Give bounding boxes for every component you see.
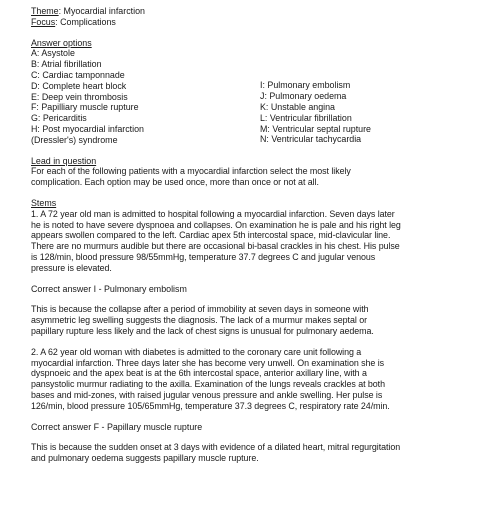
option-m: M: Ventricular septal rupture [260, 123, 371, 134]
explanation-1-line: papillary rupture less likely and the lack of chest signs is unusual for pulmonary aedema. [31, 325, 374, 336]
lead-in-line: For each of the following patients with a myocardial infarction select the most likely [31, 166, 351, 177]
lead-in-text [31, 166, 493, 188]
stem-1-line: appears swollen compared to the left. Cardiac apex 5th intercostal space, mid-clavicular line. [31, 230, 391, 241]
explanation-2-line: This is because the sudden onset at 3 days with evidence of a dilated heart, mitral regurgitation [31, 442, 401, 453]
option-n: N: Ventricular tachycardia [260, 134, 362, 145]
focus-line [31, 17, 493, 28]
option-k: K: Unstable angina [260, 101, 335, 112]
correct-answer-2: Correct answer F - Papillary muscle rupture [31, 421, 203, 432]
option-a: A: Asystole [31, 48, 75, 59]
explanation-2 [31, 442, 493, 464]
explanation-1-line: asymmetric leg swelling suggests the diagnosis. The lack of a murmur makes septal or [31, 315, 367, 326]
correct-answer-1: Correct answer I - Pulmonary embolism [31, 283, 187, 294]
stem-2-line: myocardial infarction. Three days later she has become very unwell. On examination she is [31, 357, 385, 368]
option-l: L: Ventricular fibrillation [260, 112, 352, 123]
answer-options-heading: Answer options [31, 37, 92, 48]
option-h-continued: (Dressler's) syndrome [31, 134, 118, 145]
option-j: J: Pulmonary oedema [260, 91, 347, 102]
stem-2-line: bases and mid-zones, with raised jugular venous pressure and ankle swelling. Her pulse is [31, 389, 383, 400]
answer-options-right-column [260, 48, 371, 145]
stem-1-line: pressure is elevated. [31, 262, 112, 273]
explanation-1-line: This is because the collapse after a period of immobility at seven days in someone with [31, 304, 369, 315]
stem-2-line: pansystolic murmur radiating to the axilla. Examination of the lungs reveals crackles at both [31, 379, 385, 390]
option-e: E: Deep vein thrombosis [31, 91, 128, 102]
option-i: I: Pulmonary embolism [260, 80, 351, 91]
stem-2-line: 126/min, blood pressure 105/65mmHg, temperature 37.3 degrees C, respiratory rate 24/min. [31, 400, 390, 411]
theme-value: : Myocardial infarction [58, 6, 145, 16]
stem-2-line: 2. A 62 year old woman with diabetes is admitted to the coronary care unit following a [31, 346, 362, 357]
lead-in-heading: Lead in question [31, 155, 97, 166]
stems-heading: Stems [31, 197, 57, 208]
explanation-1 [31, 304, 493, 336]
option-b: B: Atrial fibrillation [31, 59, 102, 70]
focus-label: Focus [31, 16, 56, 27]
option-d: D: Complete heart block [31, 80, 127, 91]
stem-2 [31, 347, 493, 412]
theme-line [31, 6, 493, 17]
option-h: H: Post myocardial infarction [31, 123, 144, 134]
stem-1-line: is 128/min, blood pressure 98/55mmHg, temperature 37.7 degrees C and jugular venous [31, 251, 376, 262]
stem-1 [31, 209, 493, 274]
option-f: F: Papilliary muscle rupture [31, 102, 139, 113]
explanation-2-line: and pulmonary oedema suggests papillary muscle rupture. [31, 453, 259, 464]
focus-value: : Complications [55, 16, 116, 27]
lead-in-line: complication. Each option may be used once, more than once or not at all. [31, 177, 319, 188]
option-g: G: Pericarditis [31, 113, 87, 124]
option-c: C: Cardiac tamponnade [31, 69, 125, 80]
theme-label: Theme [31, 6, 59, 16]
answer-options-left-column [31, 48, 260, 145]
stem-1-line: he is noted to have severe dyspnoea and collapses. On examination he is pale and his right leg [31, 219, 401, 230]
stem-2-line: dyspnoeic and the apex beat is at the 6th intercostal space, anterior axillary line, with a [31, 368, 367, 379]
answer-options-list [31, 48, 493, 145]
stem-1-line: 1. A 72 year old man is admitted to hospital following a myocardial infarction. Seven days later [31, 208, 395, 219]
stem-1-line: There are no murmurs audible but there are occasional bi-basal crackles in his chest. His pulse [31, 241, 400, 252]
